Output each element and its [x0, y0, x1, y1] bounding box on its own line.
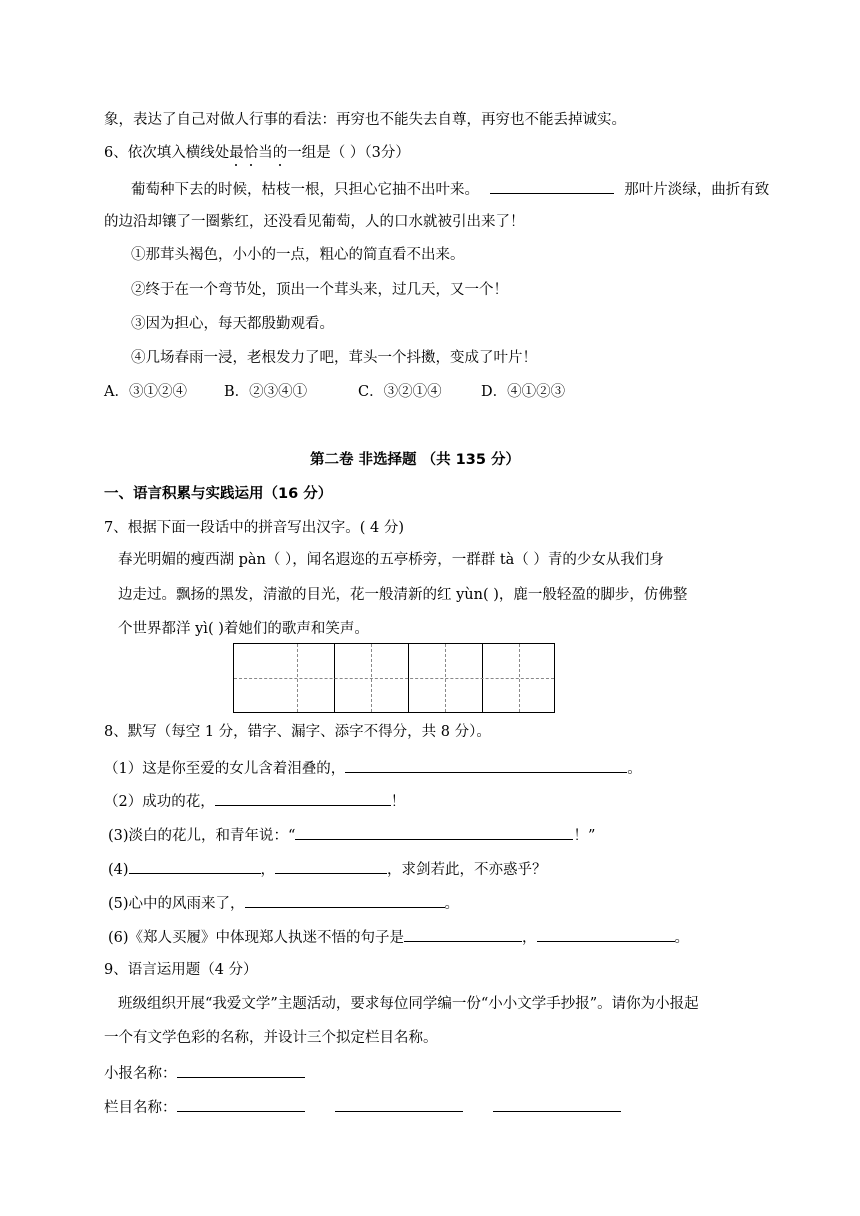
part-1-heading: 一、语言积累与实践运用（16 分）: [104, 486, 333, 502]
q8-item-4-label: (4): [108, 862, 129, 878]
q6-choice-c[interactable]: C．③②①④: [358, 384, 442, 400]
emphasis-char-2: 恰: [243, 145, 259, 161]
q8-item-1: [104, 757, 642, 779]
q6-title-mid: 当: [258, 145, 273, 161]
q6-title-prefix: 6、依次填入横线处: [104, 145, 230, 161]
newspaper-name-blank[interactable]: [177, 1062, 305, 1078]
q7-line3: 个世界都洋 yì( )着她们的歌声和笑声。: [118, 621, 369, 637]
q8-blank-5[interactable]: [245, 892, 445, 908]
q7-line2: 边走过。飘扬的黑发，清澈的目光，花一般清新的红 yùn( )，鹿一般轻盈的脚步，仿佛整: [118, 587, 688, 603]
pinyin-answer-grid[interactable]: [233, 643, 555, 713]
column-name-blank-3[interactable]: [493, 1096, 621, 1112]
q7-title: 7、根据下面一段话中的拼音写出汉字。( 4 分): [104, 520, 404, 536]
q6-option-4: ④几场春雨一浸，老根发力了吧，茸头一个抖擞，变成了叶片！: [131, 350, 537, 366]
q8-item-5: [108, 892, 459, 914]
q8-item-1-text: （1）这是你至爱的女儿含着泪叠的，: [104, 761, 346, 777]
q8-item-6-sep: ，: [522, 930, 537, 946]
newspaper-name-label: 小报名称：: [104, 1066, 177, 1082]
q8-item-6-text: (6)《郑人买履》中体现郑人执迷不悟的句子是: [108, 930, 405, 946]
q8-blank-1[interactable]: [345, 757, 627, 773]
q8-blank-2[interactable]: [215, 790, 391, 806]
q9-title: 9、语言运用题（4 分）: [104, 962, 258, 978]
q9-line1: 班级组织开展“我爱文学”主题活动，要求每位同学编一份“小小文学手抄报”。请你为小报起: [118, 996, 699, 1012]
q8-item-2-end: ！: [390, 794, 406, 810]
q8-blank-4b[interactable]: [275, 858, 387, 874]
q6-option-2: ②终于在一个弯节处，顶出一个茸头来，过几天，又一个！: [131, 282, 508, 298]
q8-item-4-text: ，求剑若此，不亦惑乎？: [387, 862, 547, 878]
q6-option-3: ③因为担心，每天都殷勤观看。: [131, 316, 334, 332]
section-2-title: 第二卷 非选择题 （共 135 分）: [310, 452, 520, 468]
q6-passage-line1: [131, 178, 769, 200]
q6-answer-blank[interactable]: [490, 178, 614, 194]
q8-item-5-text: (5)心中的风雨来了，: [108, 896, 245, 912]
q8-item-3-end: ！”: [573, 828, 596, 844]
intro-line: 象，表达了自己对做人行事的看法：再穷也不能失去自尊，再穷也不能丢掉诚实。: [104, 112, 626, 128]
column-name-label: 栏目名称：: [104, 1100, 177, 1116]
q8-blank-6b[interactable]: [537, 926, 675, 942]
emphasis-char-1: 最: [229, 145, 244, 161]
q8-item-5-end: 。: [444, 896, 460, 912]
q8-item-3-text: (3)淡白的花儿，和青年说：“: [108, 828, 296, 844]
q6-choice-a[interactable]: A．③①②④: [104, 384, 187, 400]
column-name-blank-1[interactable]: [177, 1096, 305, 1112]
q8-item-2-text: （2）成功的花，: [104, 794, 215, 810]
q9-name-row: [104, 1062, 305, 1084]
q6-title-suffix: 一组是（ ）（3分）: [287, 145, 410, 161]
q6-passage-part1: 葡萄种下去的时候，枯枝一根，只担心它抽不出叶来。: [131, 182, 479, 198]
q6-choice-b[interactable]: B．②③④①: [224, 384, 308, 400]
emphasis-char-3: 的: [272, 145, 288, 161]
q6-passage-line2: 的边沿却镶了一圈紫红，还没看见葡萄，人的口水就被引出来了！: [104, 214, 525, 230]
q9-line2: 一个有文学色彩的名称，并设计三个拟定栏目名称。: [104, 1030, 438, 1046]
q8-item-4-sep: ，: [260, 862, 276, 878]
q8-title: 8、默写（每空 1 分，错字、漏字、添字不得分，共 8 分）。: [104, 724, 491, 740]
q8-item-3: [108, 824, 595, 846]
q6-title: [104, 143, 410, 163]
q9-column-row: [104, 1096, 621, 1118]
q8-blank-3[interactable]: [295, 824, 573, 840]
q8-item-1-end: 。: [627, 761, 642, 777]
q8-item-2: [104, 790, 405, 812]
q8-item-6: [108, 926, 689, 948]
q8-blank-4a[interactable]: [129, 858, 261, 874]
q8-blank-6a[interactable]: [404, 926, 522, 942]
q6-passage-part2: 那叶片淡绿，曲折有致: [624, 182, 770, 198]
q8-item-4: [108, 858, 547, 880]
q6-choice-d[interactable]: D．④①②③: [481, 384, 566, 400]
column-name-blank-2[interactable]: [335, 1096, 463, 1112]
q8-item-6-end: 。: [674, 930, 690, 946]
q7-line1: 春光明媚的瘦西湖 pàn（ ），闻名遐迩的五亭桥旁，一群群 tà（ ）青的少女从我们身: [118, 552, 664, 568]
q6-option-1: ①那茸头褐色，小小的一点，粗心的简直看不出来。: [131, 247, 465, 263]
